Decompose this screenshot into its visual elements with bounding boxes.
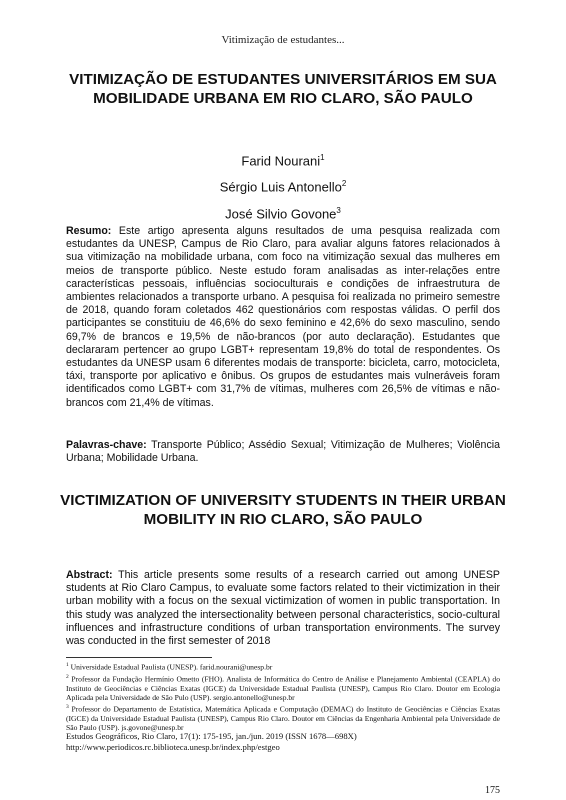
- page-number: 175: [485, 785, 500, 796]
- footnote-text: Professor da Fundação Hermínio Ometto (FHO). Analista de Informática do Centro de Análise e Planejamento Ambiental (CEAPLA) do Instituto de Geociências e Ciências Exatas (IGCE) da Universidade Estadual Paulista (UNESP), Campus Rio Claro. Doutor em Ecologia Aplicada pela Universidade de São Pulo (USP). sergio.antonello@unesp.br: [66, 674, 500, 702]
- author-name: Farid Nourani: [241, 153, 321, 169]
- footnote-number: 2: [66, 673, 69, 680]
- footnote: [66, 673, 500, 702]
- abstract-text: This article presents some results of a research carried out among UNESP students at Rio Claro Campus, to evaluate some factors related to their victimization in their urban mobility with a focus on the sexual victimization of women in public transportation. In this study was analyzed the intersectionality between personal characteristics, socio-cultural influences and infrastructure conditions of urban transportation environments. The survey was conducted in the first semester of 2018: [66, 569, 500, 648]
- citation-line: Estudos Geográficos, Rio Claro, 17(1): 175-195, jan./jun. 2019 (ISSN 1678—698X): [66, 731, 357, 741]
- resumo-label: Resumo:: [66, 225, 112, 237]
- keywords-portuguese: [66, 439, 500, 465]
- author-footnote-marker[interactable]: 3: [336, 205, 341, 215]
- resumo-paragraph: [66, 225, 500, 410]
- keywords-text: Transporte Público; Assédio Sexual; Vitimização de Mulheres; Violência Urbana; Mobilidade Urbana.: [66, 439, 500, 465]
- article-title-portuguese: VITIMIZAÇÃO DE ESTUDANTES UNIVERSITÁRIOS EM SUA MOBILIDADE URBANA EM RIO CLARO, SÃO PAULO: [69, 71, 497, 107]
- author: [0, 146, 566, 172]
- footnote-divider: [66, 657, 212, 658]
- resumo-text: Este artigo apresenta alguns resultados de uma pesquisa realizada com estudantes da UNESP, Campus de Rio Claro, para avaliar alguns fatores relacionados à sua vitimização na mobilidade urbana, com foco na vitimização sexual das mulheres em meios de transporte público. Neste estudo foram analisadas as inter-relações entre características pessoais, influências socioculturais e condições de infraestrutura de ambientes relacionados a transporte urbano. A pesquisa foi realizada no primeiro semestre de 2018, quando foram coletados 462 questionários com respostas válidas. O perfil dos participantes se constituiu de 46,6% do sexo feminino e 42,6% do sexo masculino, sendo 69,7% de brancos e 19,5% de não-brancos (por auto declaração). Estudantes que declararam pertencer ao grupo LGBT+ representam 19,8% do total de respondentes. Os estudantes da UNESP usam 6 diferentes modais de transporte: bicicleta, carro, motocicleta, táxi, transporte por aplicativo e ônibus. Os grupos de estudantes mais vulneráveis foram identificados como LGBT+ com 31,7% de vítimas, mulheres com 26,5% de vítimas e não-brancos com 21,4% de vítimas.: [66, 225, 500, 409]
- footnote-number: 3: [66, 704, 69, 711]
- footnotes: [66, 661, 500, 734]
- author-footnote-marker[interactable]: 2: [341, 179, 347, 189]
- footnote-number: 1: [66, 662, 69, 668]
- author-name: Sérgio Luis Antonello: [219, 179, 342, 195]
- footnote: [66, 661, 500, 672]
- footnote-text: Professor do Departamento de Estatística, Matemática Aplicada e Computação (DEMAC) do Instituto de Geociências e Ciências Exatas (IGCE) da Universidade Estadual Paulista (UNESP), Campus Rio Claro. Doutor em Ciências da Engenharia Ambiental pela Universidade de São Paulo (USP). js.govone@unesp.br: [66, 704, 500, 733]
- abstract-label: Abstract:: [66, 569, 113, 581]
- keywords-label: Palavras-chave:: [66, 439, 147, 451]
- journal-url-link[interactable]: http://www.periodicos.rc.biblioteca.unesp.br/index.php/estgeo: [66, 741, 280, 752]
- journal-citation: [66, 731, 500, 752]
- abstract-english-paragraph: [66, 569, 500, 649]
- running-header: Vitimização de estudantes...: [221, 34, 345, 46]
- article-title-english: VICTIMIZATION OF UNIVERSITY STUDENTS IN THEIR URBAN MOBILITY IN RIO CLARO, SÃO PAULO: [60, 492, 506, 528]
- author-list: [0, 146, 566, 225]
- author-name: José Silvio Govone: [225, 205, 337, 221]
- footnote-text: Universidade Estadual Paulista (UNESP). farid.nourani@unesp.br: [68, 662, 273, 672]
- author-footnote-marker[interactable]: 1: [320, 153, 325, 162]
- author: [0, 172, 566, 198]
- footnote: [66, 703, 500, 732]
- author: [0, 199, 566, 225]
